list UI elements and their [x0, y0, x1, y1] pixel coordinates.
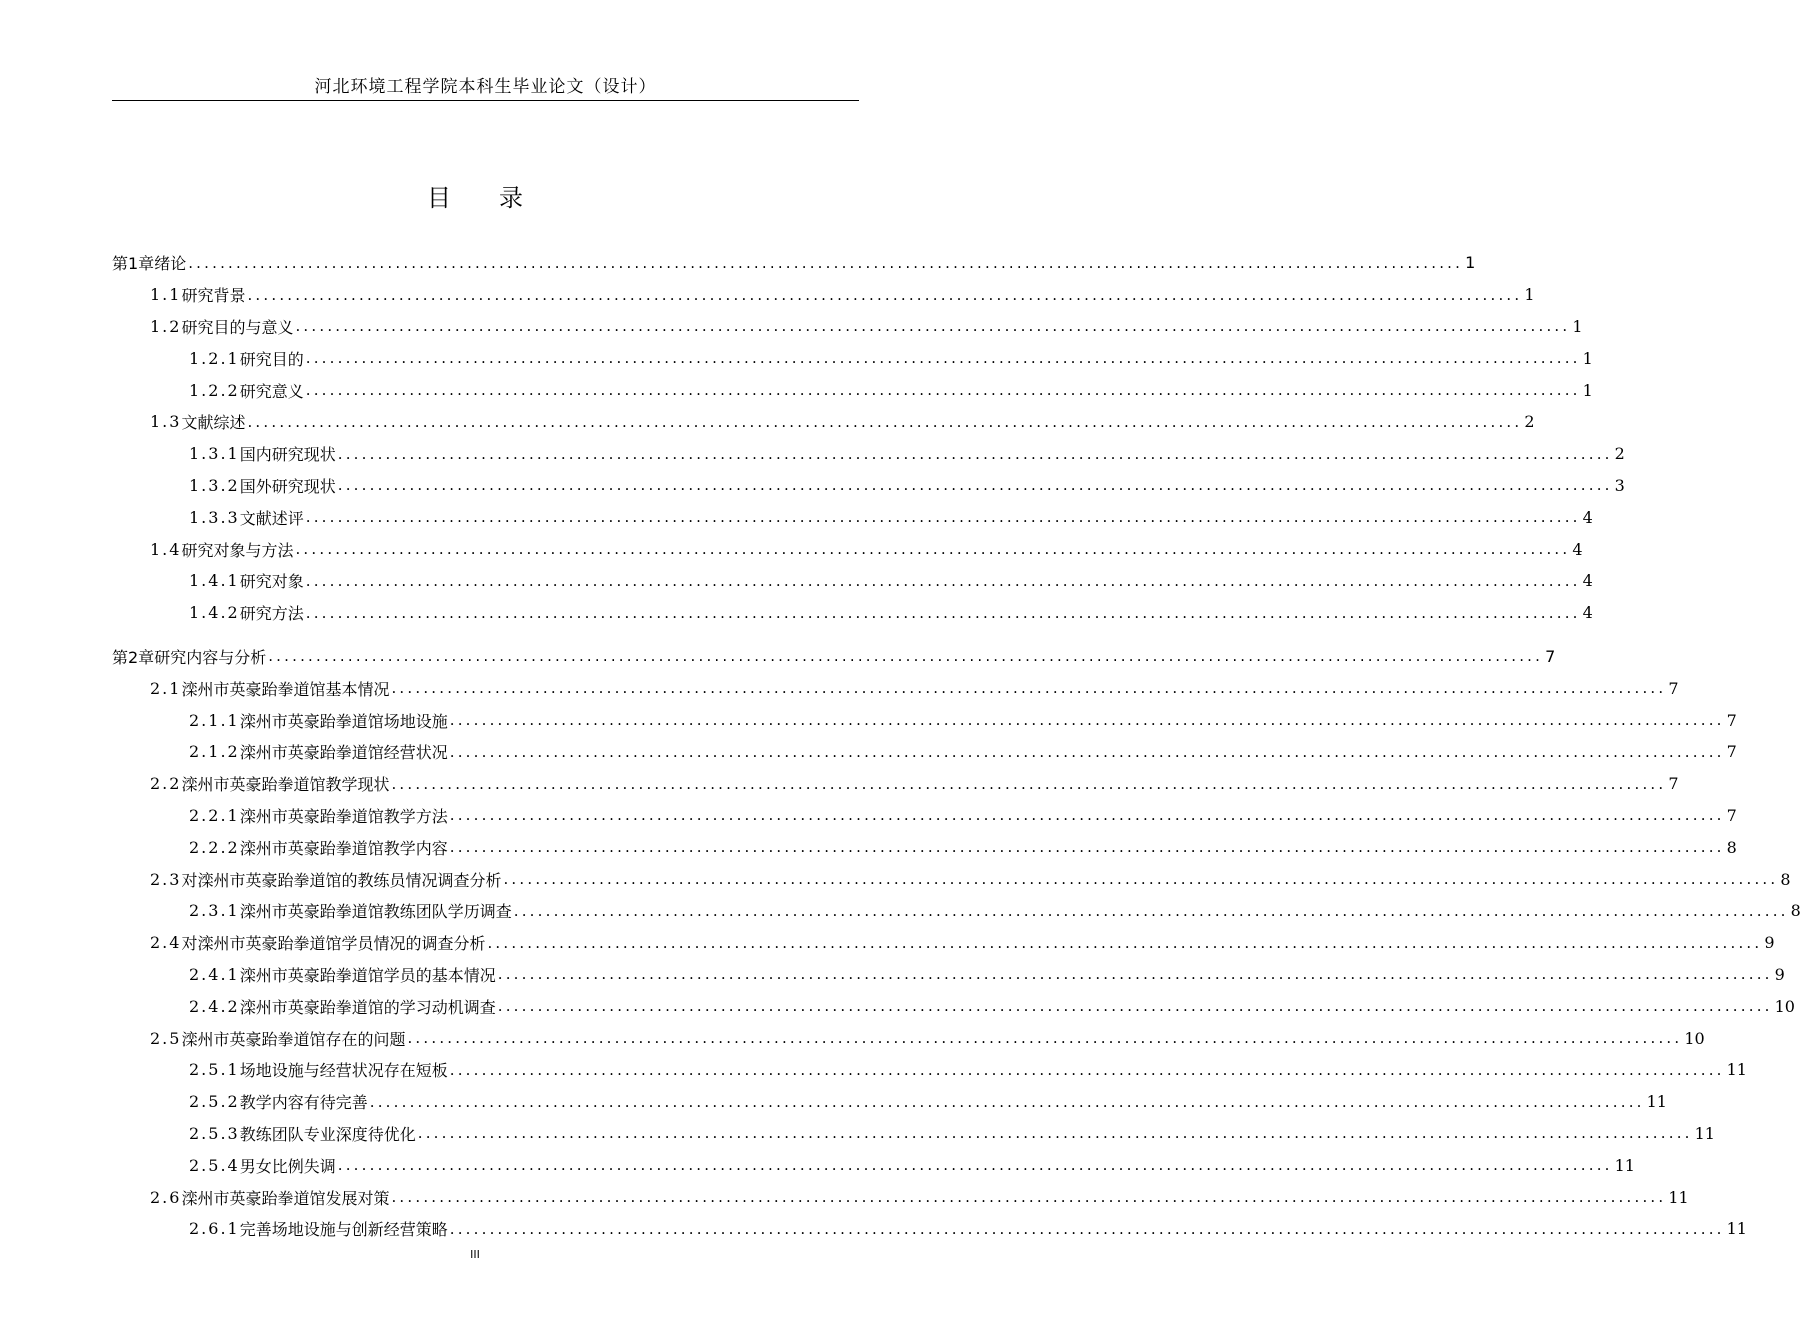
toc-entry-number: 第1章 — [112, 254, 155, 274]
toc-entry-label: 研究内容与分析 — [154, 647, 267, 667]
toc-entry[interactable] — [112, 1213, 1747, 1245]
toc-entry[interactable] — [112, 1086, 1667, 1118]
toc-entry[interactable] — [112, 342, 1593, 374]
toc-entry-page: 7 — [1726, 710, 1737, 730]
toc-leader-dots: ................................................................................................................................................................ — [497, 965, 1773, 984]
toc-entry-label: 研究意义 — [239, 381, 304, 401]
toc-entry-number: 2.3 — [150, 869, 182, 889]
toc-entry-number: 1.4 — [150, 539, 182, 559]
toc-entry-label: 对滦州市英豪跆拳道馆的教练员情况调查分析 — [181, 870, 502, 890]
toc-entry-page: 9 — [1774, 964, 1785, 984]
toc-entry-page: 7 — [1545, 646, 1556, 666]
toc-entry-number: 1.3.2 — [189, 475, 240, 495]
toc-entry-label: 男女比例失调 — [239, 1156, 336, 1176]
toc-leader-dots: ................................................................................................................................................................ — [337, 444, 1613, 463]
title-char-right: 录 — [499, 184, 523, 212]
toc-entry-label: 滦州市英豪跆拳道馆教学方法 — [239, 806, 448, 826]
toc-entry-page: 11 — [1614, 1155, 1635, 1175]
toc-entry[interactable] — [112, 1149, 1635, 1181]
toc-leader-dots: ................................................................................................................................................................ — [487, 933, 1763, 952]
toc-entry-number: 2.1 — [150, 678, 182, 698]
toc-entry-page: 7 — [1726, 742, 1737, 762]
toc-leader-dots: ................................................................................................................................................................ — [247, 412, 1523, 431]
toc-entry-page: 11 — [1726, 1219, 1747, 1239]
toc-entry-page: 3 — [1614, 475, 1625, 495]
toc-entry-page: 4 — [1582, 571, 1593, 591]
toc-entry-page: 11 — [1646, 1092, 1667, 1112]
toc-entry-number: 2.5.4 — [189, 1155, 240, 1175]
toc-entry-page: 8 — [1790, 901, 1801, 921]
toc-entry-label: 滦州市英豪跆拳道馆场地设施 — [239, 711, 448, 731]
toc-entry[interactable] — [112, 927, 1775, 959]
toc-entry-page: 8 — [1780, 869, 1791, 889]
toc-entry-label: 国外研究现状 — [239, 476, 336, 496]
toc-entry-page: 4 — [1582, 507, 1593, 527]
toc-entry-label: 研究目的与意义 — [181, 317, 294, 337]
toc-entry[interactable] — [112, 374, 1593, 406]
toc-leader-dots: ................................................................................................................................................................ — [268, 647, 1544, 666]
toc-entry-label: 滦州市英豪跆拳道馆学员的基本情况 — [239, 965, 496, 985]
toc-entry-label: 滦州市英豪跆拳道馆的学习动机调查 — [239, 997, 496, 1017]
toc-entry-number: 1.2.1 — [189, 348, 240, 368]
toc-entry-page: 1 — [1582, 348, 1593, 368]
toc-entry-number: 2.1.1 — [189, 710, 240, 730]
title-char-left: 目 — [427, 184, 451, 212]
toc-leader-dots: ................................................................................................................................................................ — [305, 571, 1581, 590]
toc-entry[interactable] — [112, 672, 1679, 704]
toc-entry-label: 滦州市英豪跆拳道馆教练团队学历调查 — [239, 902, 512, 922]
toc-entry-number: 1.3.1 — [189, 444, 240, 464]
toc-entry-number: 2.5.3 — [189, 1123, 240, 1143]
toc-entry-page: 7 — [1668, 678, 1679, 698]
toc-leader-dots: ................................................................................................................................................................ — [305, 508, 1581, 527]
toc-entry[interactable] — [112, 704, 1737, 736]
toc-entry-number: 2.2.1 — [189, 805, 240, 825]
toc-entry[interactable] — [112, 1022, 1705, 1054]
toc-entry[interactable] — [112, 438, 1625, 470]
toc-entry-number: 2.2.2 — [189, 837, 240, 857]
toc-entry[interactable] — [112, 565, 1593, 597]
toc-entry[interactable] — [112, 1118, 1715, 1150]
toc-entry-page: 7 — [1726, 805, 1737, 825]
toc-entry-number: 第2章 — [112, 647, 155, 667]
toc-entry-label: 绪论 — [154, 254, 187, 274]
toc-entry-label: 滦州市英豪跆拳道馆教学现状 — [181, 775, 390, 795]
toc-entry[interactable] — [112, 831, 1737, 863]
toc-entry-number: 1.4.1 — [189, 571, 240, 591]
toc-entry-number: 1.4.2 — [189, 603, 240, 623]
toc-entry-label: 文献述评 — [239, 508, 304, 528]
toc-entry-label: 教练团队专业深度待优化 — [239, 1124, 416, 1144]
toc-entry-label: 研究对象与方法 — [181, 540, 294, 560]
toc-entry-number: 1.3.3 — [189, 507, 240, 527]
toc-entry[interactable] — [112, 1181, 1689, 1213]
toc-entry-label: 完善场地设施与创新经营策略 — [239, 1220, 448, 1240]
toc-leader-dots: ................................................................................................................................................................ — [391, 774, 1667, 793]
toc-entry-page: 11 — [1668, 1187, 1689, 1207]
page-title — [0, 178, 950, 213]
toc-entry-number: 2.1.2 — [189, 742, 240, 762]
toc-entry-number: 2.6 — [150, 1187, 182, 1207]
toc-leader-dots: ................................................................................................................................................................ — [497, 997, 1773, 1016]
toc-leader-dots: ................................................................................................................................................................ — [295, 540, 1571, 559]
toc-leader-dots: ................................................................................................................................................................ — [513, 901, 1789, 920]
toc-entry[interactable] — [112, 1054, 1747, 1086]
toc-entry-label: 国内研究现状 — [239, 445, 336, 465]
toc-entry-page: 1 — [1465, 253, 1476, 273]
toc-entry[interactable] — [112, 533, 1583, 565]
toc-entry-page: 2 — [1524, 412, 1535, 432]
toc-leader-dots: ................................................................................................................................................................ — [188, 253, 1464, 272]
toc-leader-dots: ................................................................................................................................................................ — [391, 679, 1667, 698]
toc-entry[interactable] — [112, 597, 1593, 629]
toc-entry[interactable] — [112, 768, 1679, 800]
toc-leader-dots: ................................................................................................................................................................ — [305, 603, 1581, 622]
toc-entry-label: 研究背景 — [181, 286, 246, 306]
toc-entry-label: 研究方法 — [239, 604, 304, 624]
toc-leader-dots: ................................................................................................................................................................ — [305, 381, 1581, 400]
toc-entry-label: 滦州市英豪跆拳道馆经营状况 — [239, 743, 448, 763]
toc-leader-dots: ................................................................................................................................................................ — [449, 711, 1725, 730]
toc-entry-number: 2.6.1 — [189, 1219, 240, 1239]
toc-entry-number: 2.4.1 — [189, 964, 240, 984]
toc-entry-number: 2.4.2 — [189, 996, 240, 1016]
toc-entry-label: 滦州市英豪跆拳道馆存在的问题 — [181, 1029, 406, 1049]
toc-entry-number: 1.2 — [150, 316, 182, 336]
toc-entry-label: 滦州市英豪跆拳道馆发展对策 — [181, 1188, 390, 1208]
toc-entry[interactable] — [112, 470, 1625, 502]
toc-leader-dots: ................................................................................................................................................................ — [337, 1156, 1613, 1175]
toc-leader-dots: ................................................................................................................................................................ — [407, 1029, 1683, 1048]
toc-entry[interactable] — [112, 279, 1535, 311]
toc-entry-number: 1.3 — [150, 412, 182, 432]
toc-entry-page: 8 — [1726, 837, 1737, 857]
toc-entry-page: 4 — [1572, 539, 1583, 559]
toc-entry-page: 9 — [1764, 933, 1775, 953]
toc-entry[interactable] — [112, 990, 1795, 1022]
toc-leader-dots: ................................................................................................................................................................ — [247, 285, 1523, 304]
toc-entry-label: 文献综述 — [181, 413, 246, 433]
toc-leader-dots: ................................................................................................................................................................ — [295, 317, 1571, 336]
toc-leader-dots: ................................................................................................................................................................ — [337, 476, 1613, 495]
toc-entry-page: 1 — [1572, 316, 1583, 336]
toc-entry-label: 对滦州市英豪跆拳道馆学员情况的调查分析 — [181, 934, 486, 954]
toc-entry-label: 滦州市英豪跆拳道馆教学内容 — [239, 838, 448, 858]
toc-leader-dots: ................................................................................................................................................................ — [391, 1188, 1667, 1206]
toc-leader-dots: ................................................................................................................................................................ — [449, 1060, 1725, 1079]
toc-entry-page: 10 — [1684, 1028, 1705, 1048]
toc-entry-label: 研究目的 — [239, 349, 304, 369]
toc-entry[interactable] — [112, 406, 1535, 438]
toc-entry-number: 2.5.1 — [189, 1060, 240, 1080]
toc-leader-dots: ................................................................................................................................................................ — [449, 742, 1725, 761]
toc-entry-label: 教学内容有待完善 — [239, 1093, 368, 1113]
toc-entry[interactable] — [112, 895, 1801, 927]
toc-entry[interactable] — [112, 863, 1791, 895]
toc-entry-page: 1 — [1524, 285, 1535, 305]
toc-leader-dots: ................................................................................................................................................................ — [449, 806, 1725, 825]
toc-entry[interactable] — [112, 247, 1476, 279]
toc-leader-dots: ................................................................................................................................................................ — [449, 1219, 1725, 1238]
toc-entry-label: 场地设施与经营状况存在短板 — [239, 1061, 448, 1081]
toc-entry-page: 11 — [1694, 1123, 1715, 1143]
toc-entry[interactable] — [112, 311, 1583, 343]
page-header: 河北环境工程学院本科生毕业论文（设计） — [314, 77, 657, 97]
toc-entry-number: 1.2.2 — [189, 380, 240, 400]
toc-entry-label: 研究对象 — [239, 572, 304, 592]
toc-leader-dots: ................................................................................................................................................................ — [417, 1124, 1693, 1143]
toc-entry-page: 11 — [1726, 1060, 1747, 1080]
header-rule — [112, 100, 859, 101]
toc-entry-page: 7 — [1668, 774, 1679, 794]
toc-entry-number: 2.2 — [150, 774, 182, 794]
toc-leader-dots: ................................................................................................................................................................ — [369, 1092, 1645, 1111]
toc-entry-number: 2.5.2 — [189, 1092, 240, 1112]
table-of-contents — [112, 247, 1801, 1245]
toc-entry[interactable] — [112, 736, 1737, 768]
toc-entry-number: 1.1 — [150, 285, 182, 305]
toc-entry-number: 2.5 — [150, 1028, 182, 1048]
toc-entry-label: 滦州市英豪跆拳道馆基本情况 — [181, 679, 390, 699]
toc-entry[interactable] — [112, 800, 1737, 832]
toc-entry[interactable] — [112, 641, 1556, 673]
toc-entry-page: 1 — [1582, 380, 1593, 400]
page-number: III — [470, 1248, 480, 1261]
toc-entry-page: 10 — [1774, 996, 1795, 1016]
toc-entry-number: 2.4 — [150, 933, 182, 953]
toc-entry-number: 2.3.1 — [189, 901, 240, 921]
toc-entry[interactable] — [112, 501, 1593, 533]
toc-leader-dots: ................................................................................................................................................................ — [305, 349, 1581, 368]
toc-entry-page: 4 — [1582, 603, 1593, 623]
toc-leader-dots: ................................................................................................................................................................ — [503, 870, 1779, 889]
toc-leader-dots: ................................................................................................................................................................ — [449, 838, 1725, 857]
toc-entry-page: 2 — [1614, 444, 1625, 464]
toc-entry[interactable] — [112, 959, 1785, 991]
